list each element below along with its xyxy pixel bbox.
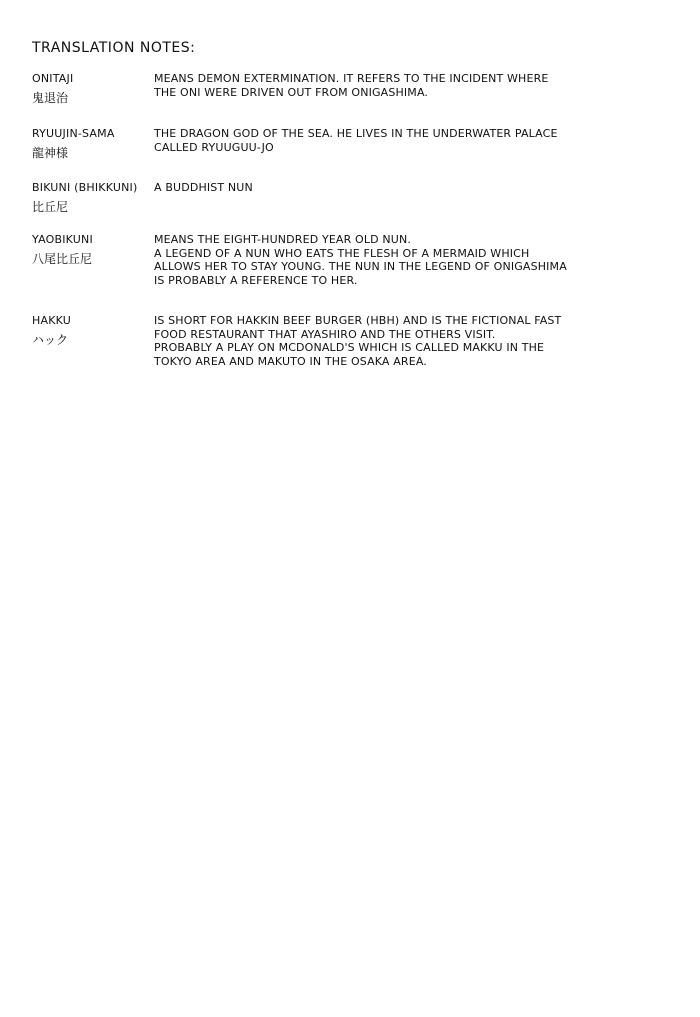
definition-line: IS PROBABLY A REFERENCE TO HER. bbox=[154, 273, 358, 287]
term-kanji: 比丘尼 bbox=[32, 200, 69, 214]
term-block bbox=[32, 72, 150, 105]
term-romaji: BIKUNI (BHIKKUNI) bbox=[32, 181, 138, 194]
term-block bbox=[32, 181, 150, 214]
term-kanji: 鬼退治 bbox=[32, 91, 69, 105]
definition-line: ALLOWS HER TO STAY YOUNG. THE NUN IN THE LEGEND OF ONIGASHIMA bbox=[154, 260, 567, 273]
term-block bbox=[32, 314, 150, 347]
term-romaji: RYUUJIN-SAMA bbox=[32, 127, 115, 140]
term-kanji: 龍神様 bbox=[32, 146, 69, 160]
term-definition bbox=[154, 233, 654, 287]
definition-line: CALLED RYUUGUU-JO bbox=[154, 140, 274, 154]
definition-line: IS SHORT FOR HAKKIN BEEF BURGER (HBH) AND IS THE FICTIONAL FAST bbox=[154, 314, 562, 327]
definition-line: FOOD RESTAURANT THAT AYASHIRO AND THE OTHERS VISIT. bbox=[154, 327, 496, 341]
definition-line: THE DRAGON GOD OF THE SEA. HE LIVES IN THE UNDERWATER PALACE bbox=[154, 127, 558, 140]
term-romaji: ONITAJI bbox=[32, 72, 74, 85]
term-block bbox=[32, 233, 150, 266]
definition-line: PROBABLY A PLAY ON MCDONALD'S WHICH IS CALLED MAKKU IN THE bbox=[154, 341, 545, 354]
term-definition bbox=[154, 181, 654, 195]
definition-line: A LEGEND OF A NUN WHO EATS THE FLESH OF A MERMAID WHICH bbox=[154, 246, 530, 260]
definition-line: TOKYO AREA AND MAKUTO IN THE OSAKA AREA. bbox=[154, 354, 427, 368]
term-definition bbox=[154, 127, 654, 154]
definition-line: THE ONI WERE DRIVEN OUT FROM ONIGASHIMA. bbox=[154, 85, 429, 99]
term-kanji: ハック bbox=[32, 333, 69, 347]
term-block bbox=[32, 127, 150, 160]
term-definition bbox=[154, 314, 654, 368]
term-romaji: YAOBIKUNI bbox=[32, 233, 93, 246]
page-title: TRANSLATION NOTES: bbox=[32, 40, 196, 56]
definition-line: MEANS THE EIGHT-HUNDRED YEAR OLD NUN. bbox=[154, 233, 412, 246]
definition-line: A BUDDHIST NUN bbox=[154, 181, 253, 194]
definition-line: MEANS DEMON EXTERMINATION. IT REFERS TO THE INCIDENT WHERE bbox=[154, 72, 549, 85]
term-kanji: 八尾比丘尼 bbox=[32, 252, 93, 266]
term-definition bbox=[154, 72, 654, 99]
term-romaji: HAKKU bbox=[32, 314, 71, 327]
